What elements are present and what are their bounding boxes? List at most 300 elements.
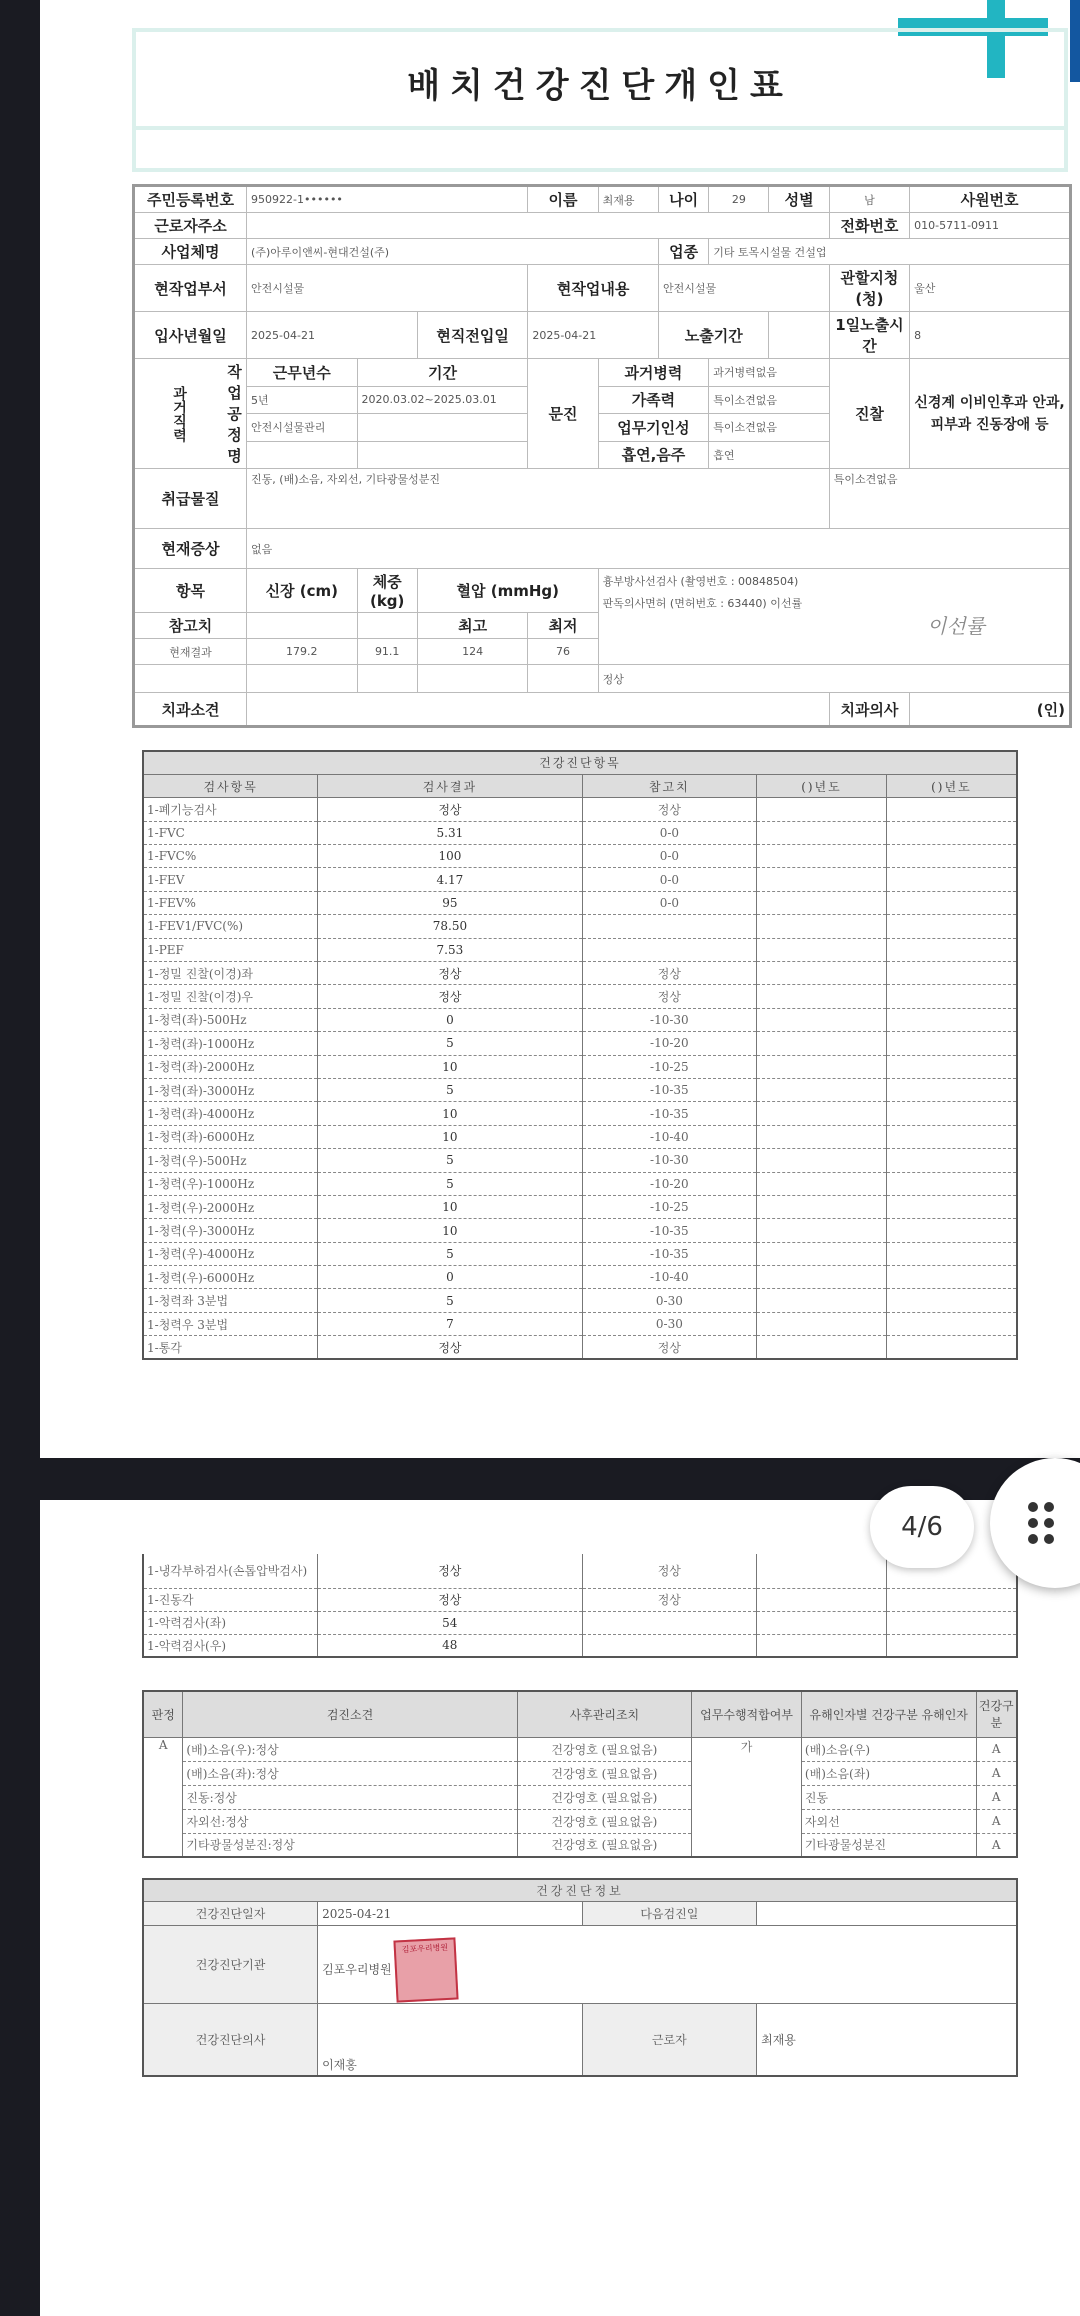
ref-height bbox=[247, 613, 358, 639]
year-col-1 bbox=[757, 1172, 887, 1195]
year-col-1 bbox=[757, 1312, 887, 1335]
factor-label: 업무기인성 bbox=[598, 414, 709, 442]
table-row bbox=[143, 1336, 1017, 1359]
industry-label: 업종 bbox=[658, 239, 708, 265]
rrn-value: 950922-1•••••• bbox=[247, 186, 528, 213]
career-block bbox=[134, 359, 247, 469]
test-result: 48 bbox=[318, 1634, 582, 1657]
col-header: 검사항목 bbox=[143, 774, 318, 797]
test-reference: 0-0 bbox=[582, 821, 757, 844]
test-result: 정상 bbox=[318, 798, 582, 821]
transfer-label: 현직전입일 bbox=[417, 312, 528, 359]
test-reference: -10-30 bbox=[582, 1149, 757, 1172]
test-reference: -10-40 bbox=[582, 1266, 757, 1289]
hist-label: 과거병력 bbox=[598, 359, 709, 387]
year-col-2 bbox=[886, 938, 1017, 961]
followup: 건강영호 (필요없음) bbox=[517, 1809, 692, 1833]
dentist-seal: (인) bbox=[910, 693, 1071, 727]
sex-label: 성별 bbox=[769, 186, 829, 213]
hire-value: 2025-04-21 bbox=[247, 312, 418, 359]
table-row bbox=[143, 1588, 1017, 1611]
year-col-2 bbox=[886, 985, 1017, 1008]
doctor-name: 이재홍 bbox=[318, 2004, 582, 2076]
exposure-value bbox=[769, 312, 829, 359]
industry-value: 기타 토목시설물 건설업 bbox=[709, 239, 1071, 265]
hospital-stamp: 김포우리병원 bbox=[394, 1937, 459, 2002]
document-page-lower bbox=[40, 1500, 1080, 2316]
age-label: 나이 bbox=[658, 186, 708, 213]
test-result: 정상 bbox=[318, 985, 582, 1008]
test-reference: 0-0 bbox=[582, 868, 757, 891]
work-value: 안전시설물 bbox=[658, 265, 829, 312]
test-reference: -10-25 bbox=[582, 1055, 757, 1078]
ref-label: 참고치 bbox=[134, 613, 247, 639]
year-col-2 bbox=[886, 1008, 1017, 1031]
table-row bbox=[143, 1055, 1017, 1078]
symptom-label: 현재증상 bbox=[134, 529, 247, 569]
grid-icon bbox=[990, 1458, 1080, 1588]
document-page-upper bbox=[40, 0, 1080, 1458]
test-name: 1-FEV bbox=[143, 868, 318, 891]
hazard-factor: 자외선 bbox=[801, 1809, 976, 1833]
test-name: 1-냉각부하검사(손톱압박검사) bbox=[143, 1554, 318, 1588]
spacer-e bbox=[528, 665, 598, 693]
finding: (배)소음(좌):정상 bbox=[183, 1761, 517, 1785]
career-years: 5년 bbox=[247, 386, 358, 414]
test-result: 10 bbox=[318, 1219, 582, 1242]
health-class: A bbox=[976, 1761, 1017, 1785]
test-result: 10 bbox=[318, 1195, 582, 1218]
judge-header: 건강구분 bbox=[976, 1691, 1017, 1737]
company-label: 사업체명 bbox=[134, 239, 247, 265]
year-col-2 bbox=[886, 1242, 1017, 1265]
year-col-2 bbox=[886, 1195, 1017, 1218]
personal-info-table bbox=[132, 184, 1072, 728]
exam-date-label: 건강진단일자 bbox=[143, 1902, 318, 1926]
year-col-1 bbox=[757, 1588, 887, 1611]
test-result: 7 bbox=[318, 1312, 582, 1335]
info-caption: 건강진단정보 bbox=[143, 1879, 1017, 1902]
test-reference bbox=[582, 938, 757, 961]
spacer-b bbox=[247, 665, 358, 693]
hire-label: 입사년월일 bbox=[134, 312, 247, 359]
name-value: 최재용 bbox=[598, 186, 658, 213]
phone-label: 전화번호 bbox=[829, 213, 909, 239]
year-col-2 bbox=[886, 1125, 1017, 1148]
spacer-d bbox=[417, 665, 528, 693]
test-result: 정상 bbox=[318, 1554, 582, 1588]
hazard-factor: 기타광물성분진 bbox=[801, 1833, 976, 1857]
dept-value: 안전시설물 bbox=[247, 265, 528, 312]
interview-label: 문진 bbox=[528, 359, 598, 469]
year-col-1 bbox=[757, 1242, 887, 1265]
test-name: 1-청력(좌)-500Hz bbox=[143, 1008, 318, 1031]
year-col-2 bbox=[886, 845, 1017, 868]
test-reference: 정상 bbox=[582, 1554, 757, 1588]
dentist-label: 치과의사 bbox=[829, 693, 909, 727]
test-name: 1-FVC bbox=[143, 821, 318, 844]
ref-weight bbox=[357, 613, 417, 639]
material-value: 진동, (배)소음, 자외선, 기타광물성분진 bbox=[247, 469, 830, 529]
test-reference: 정상 bbox=[582, 798, 757, 821]
year-col-1 bbox=[757, 845, 887, 868]
symptom-value: 없음 bbox=[247, 529, 1071, 569]
judge-row bbox=[143, 1785, 1017, 1809]
test-reference: 0-0 bbox=[582, 845, 757, 868]
weight-label: 체중 (kg) bbox=[357, 569, 417, 613]
career-empty bbox=[357, 414, 528, 442]
year-col-2 bbox=[886, 891, 1017, 914]
table-row bbox=[143, 938, 1017, 961]
year-col-1 bbox=[757, 891, 887, 914]
test-result: 5 bbox=[318, 1149, 582, 1172]
year-col-1 bbox=[757, 1055, 887, 1078]
table-row bbox=[143, 1008, 1017, 1031]
health-class: A bbox=[976, 1785, 1017, 1809]
test-result: 54 bbox=[318, 1611, 582, 1634]
results-table-continued bbox=[142, 1554, 1018, 1658]
test-reference: 정상 bbox=[582, 985, 757, 1008]
judge-row bbox=[143, 1809, 1017, 1833]
bp-low-value: 76 bbox=[528, 639, 598, 665]
logo-block bbox=[1070, 0, 1080, 82]
judge-row bbox=[143, 1833, 1017, 1857]
doctor-label: 건강진단의사 bbox=[143, 2004, 318, 2076]
test-reference: 0-30 bbox=[582, 1289, 757, 1312]
phone-value: 010-5711-0911 bbox=[910, 213, 1071, 239]
year-col-2 bbox=[886, 915, 1017, 938]
table-row bbox=[143, 1242, 1017, 1265]
next-date-label: 다음검진일 bbox=[582, 1902, 757, 1926]
emp-no-label: 사원번호 bbox=[910, 186, 1071, 213]
career-empty-2 bbox=[247, 441, 358, 469]
followup: 건강영호 (필요없음) bbox=[517, 1833, 692, 1857]
table-row bbox=[143, 1312, 1017, 1335]
result-label: 현재결과 bbox=[134, 639, 247, 665]
year-col-2 bbox=[886, 1312, 1017, 1335]
fitness: 가 bbox=[692, 1737, 802, 1857]
year-col-1 bbox=[757, 1634, 887, 1657]
xray-block bbox=[598, 569, 1070, 665]
test-result: 5 bbox=[318, 1172, 582, 1195]
smoke-value: 흡연 bbox=[709, 441, 830, 469]
dept-label: 현작업부서 bbox=[134, 265, 247, 312]
doctor-info: 판독의사면허 (면허번호 : 63440) 이선률 bbox=[602, 597, 803, 610]
test-result: 4.17 bbox=[318, 868, 582, 891]
table-row bbox=[143, 1195, 1017, 1218]
year-col-2 bbox=[886, 1336, 1017, 1359]
test-result: 5 bbox=[318, 1078, 582, 1101]
years-label: 근무년수 bbox=[247, 359, 358, 387]
test-reference: -10-25 bbox=[582, 1195, 757, 1218]
table-row bbox=[143, 985, 1017, 1008]
test-name: 1-통각 bbox=[143, 1336, 318, 1359]
year-col-2 bbox=[886, 1102, 1017, 1125]
test-reference bbox=[582, 1611, 757, 1634]
bp-high-label: 최고 bbox=[417, 613, 528, 639]
company-value: (주)아루이앤씨-현대건설(주) bbox=[247, 239, 659, 265]
test-result: 10 bbox=[318, 1125, 582, 1148]
hazard-factor: (배)소음(좌) bbox=[801, 1761, 976, 1785]
period-label: 기간 bbox=[357, 359, 528, 387]
test-result: 10 bbox=[318, 1055, 582, 1078]
test-name: 1-청력(우)-500Hz bbox=[143, 1149, 318, 1172]
test-result: 정상 bbox=[318, 962, 582, 985]
office-label: 관할지청(청) bbox=[829, 265, 909, 312]
followup: 건강영호 (필요없음) bbox=[517, 1737, 692, 1761]
year-col-1 bbox=[757, 985, 887, 1008]
test-reference bbox=[582, 915, 757, 938]
test-reference: 0-30 bbox=[582, 1312, 757, 1335]
col-header: ()년도 bbox=[886, 774, 1017, 797]
finding: 진동:정상 bbox=[183, 1785, 517, 1809]
address-label: 근로자주소 bbox=[134, 213, 247, 239]
health-class: A bbox=[976, 1833, 1017, 1857]
year-col-1 bbox=[757, 938, 887, 961]
age-value: 29 bbox=[709, 186, 769, 213]
worker-name: 최재용 bbox=[757, 2004, 1017, 2076]
worker-label: 근로자 bbox=[582, 2004, 757, 2076]
test-name: 1-청력(좌)-4000Hz bbox=[143, 1102, 318, 1125]
table-row bbox=[143, 845, 1017, 868]
hazard-factor: 진동 bbox=[801, 1785, 976, 1809]
item-label: 항목 bbox=[134, 569, 247, 613]
col-header: 검사결과 bbox=[318, 774, 582, 797]
material-label: 취급물질 bbox=[134, 469, 247, 529]
year-col-2 bbox=[886, 1634, 1017, 1657]
table-row bbox=[143, 1149, 1017, 1172]
year-col-1 bbox=[757, 1611, 887, 1634]
table-row bbox=[143, 1219, 1017, 1242]
next-date bbox=[757, 1902, 1017, 1926]
year-col-2 bbox=[886, 1588, 1017, 1611]
grade: A bbox=[143, 1737, 183, 1857]
table-row bbox=[143, 1102, 1017, 1125]
test-result: 100 bbox=[318, 845, 582, 868]
test-name: 1-청력(좌)-3000Hz bbox=[143, 1078, 318, 1101]
height-value: 179.2 bbox=[247, 639, 358, 665]
test-name: 1-FEV% bbox=[143, 891, 318, 914]
year-col-2 bbox=[886, 1289, 1017, 1312]
test-result: 5 bbox=[318, 1032, 582, 1055]
table-row bbox=[143, 1289, 1017, 1312]
test-reference: 0-0 bbox=[582, 891, 757, 914]
test-name: 1-진동각 bbox=[143, 1588, 318, 1611]
test-name: 1-청력좌 3분법 bbox=[143, 1289, 318, 1312]
office-value: 울산 bbox=[910, 265, 1071, 312]
test-name: 1-FEV1/FVC(%) bbox=[143, 915, 318, 938]
table-row bbox=[143, 1032, 1017, 1055]
year-col-2 bbox=[886, 1149, 1017, 1172]
year-col-1 bbox=[757, 1289, 887, 1312]
spacer-a bbox=[134, 665, 247, 693]
grid-menu-button[interactable] bbox=[990, 1458, 1080, 1588]
table-row bbox=[143, 915, 1017, 938]
test-reference: -10-20 bbox=[582, 1032, 757, 1055]
family-label: 가족력 bbox=[598, 386, 709, 414]
test-reference: 정상 bbox=[582, 962, 757, 985]
judgement-table bbox=[142, 1690, 1018, 1858]
test-name: 1-청력(좌)-2000Hz bbox=[143, 1055, 318, 1078]
col-header: 참고치 bbox=[582, 774, 757, 797]
test-result: 10 bbox=[318, 1102, 582, 1125]
test-reference: -10-20 bbox=[582, 1172, 757, 1195]
test-name: 1-청력(우)-2000Hz bbox=[143, 1195, 318, 1218]
org-name: 김포우리병원 bbox=[322, 1962, 392, 1977]
health-class: A bbox=[976, 1737, 1017, 1761]
title-divider bbox=[136, 126, 1064, 130]
judge-row bbox=[143, 1761, 1017, 1785]
test-name: 1-청력(우)-6000Hz bbox=[143, 1266, 318, 1289]
exam-date: 2025-04-21 bbox=[318, 1902, 582, 1926]
table-row bbox=[143, 1172, 1017, 1195]
table-row bbox=[143, 821, 1017, 844]
test-reference: -10-35 bbox=[582, 1242, 757, 1265]
table-row bbox=[143, 1078, 1017, 1101]
test-name: 1-청력(좌)-1000Hz bbox=[143, 1032, 318, 1055]
table-row bbox=[143, 798, 1017, 821]
bp-label: 혈압 (mmHg) bbox=[417, 569, 598, 613]
year-col-1 bbox=[757, 821, 887, 844]
finding: 자외선:정상 bbox=[183, 1809, 517, 1833]
test-name: 1-악력검사(우) bbox=[143, 1634, 318, 1657]
hist-value: 과거병력없음 bbox=[709, 359, 830, 387]
year-col-2 bbox=[886, 821, 1017, 844]
finding: (배)소음(우):정상 bbox=[183, 1737, 517, 1761]
col-header: ()년도 bbox=[757, 774, 887, 797]
height-label: 신장 (cm) bbox=[247, 569, 358, 613]
test-name: 1-청력(우)-3000Hz bbox=[143, 1219, 318, 1242]
dental-value bbox=[247, 693, 830, 727]
exam-info-table bbox=[142, 1878, 1018, 2077]
bp-low-label: 최저 bbox=[528, 613, 598, 639]
year-col-2 bbox=[886, 798, 1017, 821]
title-box bbox=[132, 28, 1068, 172]
family-value: 특이소견없음 bbox=[709, 386, 830, 414]
exam-desc: 신경계 이비인후과 안과, 피부과 진동장애 등 bbox=[910, 359, 1071, 469]
daily-label: 1일노출시간 bbox=[829, 312, 909, 359]
year-col-1 bbox=[757, 1195, 887, 1218]
year-col-2 bbox=[886, 1055, 1017, 1078]
test-reference bbox=[582, 1634, 757, 1657]
table-row bbox=[143, 962, 1017, 985]
year-col-2 bbox=[886, 1032, 1017, 1055]
table-row bbox=[143, 1266, 1017, 1289]
career-process: 안전시설물관리 bbox=[247, 414, 358, 442]
xray-info: 흉부방사선검사 (촬영번호 : 00848504) bbox=[602, 575, 799, 588]
exam-label: 진찰 bbox=[829, 359, 909, 469]
table-row bbox=[143, 1634, 1017, 1657]
year-col-1 bbox=[757, 1554, 887, 1588]
results-table bbox=[142, 750, 1018, 1360]
rrn-label: 주민등록번호 bbox=[134, 186, 247, 213]
test-result: 0 bbox=[318, 1266, 582, 1289]
career-empty-3 bbox=[357, 441, 528, 469]
followup: 건강영호 (필요없음) bbox=[517, 1785, 692, 1809]
org-cell bbox=[318, 1926, 1017, 2004]
name-label: 이름 bbox=[528, 186, 598, 213]
judge-header: 판정 bbox=[143, 1691, 183, 1737]
year-col-1 bbox=[757, 1125, 887, 1148]
year-col-2 bbox=[886, 868, 1017, 891]
year-col-2 bbox=[886, 1266, 1017, 1289]
test-reference: -10-35 bbox=[582, 1102, 757, 1125]
test-name: 1-FVC% bbox=[143, 845, 318, 868]
process-label: 작업공정명 bbox=[227, 363, 242, 465]
year-col-2 bbox=[886, 1078, 1017, 1101]
test-name: 1-청력(좌)-6000Hz bbox=[143, 1125, 318, 1148]
table-row bbox=[143, 1125, 1017, 1148]
results-caption: 건강진단항목 bbox=[143, 751, 1017, 774]
judge-header: 업무수행적합여부 bbox=[692, 1691, 802, 1737]
document-title: 배치건강진단개인표 bbox=[407, 66, 793, 106]
year-col-1 bbox=[757, 1078, 887, 1101]
year-col-1 bbox=[757, 962, 887, 985]
test-result: 78.50 bbox=[318, 915, 582, 938]
transfer-value: 2025-04-21 bbox=[528, 312, 659, 359]
test-result: 5.31 bbox=[318, 821, 582, 844]
test-result: 0 bbox=[318, 1008, 582, 1031]
bp-high-value: 124 bbox=[417, 639, 528, 665]
work-label: 현작업내용 bbox=[528, 265, 659, 312]
judge-row bbox=[143, 1737, 1017, 1761]
org-label: 건강진단기관 bbox=[143, 1926, 318, 2004]
xray-result: 정상 bbox=[598, 665, 1070, 693]
page-indicator: 4/6 bbox=[870, 1486, 974, 1568]
daily-value: 8 bbox=[910, 312, 1071, 359]
test-name: 1-청력(우)-1000Hz bbox=[143, 1172, 318, 1195]
test-result: 7.53 bbox=[318, 938, 582, 961]
year-col-2 bbox=[886, 1172, 1017, 1195]
year-col-1 bbox=[757, 915, 887, 938]
doctor-signature: 이선률 bbox=[927, 614, 985, 638]
test-reference: 정상 bbox=[582, 1336, 757, 1359]
table-row bbox=[143, 1611, 1017, 1634]
finding: 기타광물성분진:정상 bbox=[183, 1833, 517, 1857]
test-result: 95 bbox=[318, 891, 582, 914]
hazard-factor: (배)소음(우) bbox=[801, 1737, 976, 1761]
year-col-2 bbox=[886, 1219, 1017, 1242]
year-col-1 bbox=[757, 868, 887, 891]
year-col-1 bbox=[757, 1219, 887, 1242]
test-reference: -10-35 bbox=[582, 1078, 757, 1101]
test-reference: -10-30 bbox=[582, 1008, 757, 1031]
judge-header: 검진소견 bbox=[183, 1691, 517, 1737]
test-name: 1-악력검사(좌) bbox=[143, 1611, 318, 1634]
test-name: 1-폐기능검사 bbox=[143, 798, 318, 821]
table-row bbox=[143, 868, 1017, 891]
judge-header: 사후관리조치 bbox=[517, 1691, 692, 1737]
test-name: 1-PEF bbox=[143, 938, 318, 961]
career-period: 2020.03.02~2025.03.01 bbox=[357, 386, 528, 414]
factor-value: 특이소견없음 bbox=[709, 414, 830, 442]
test-name: 1-청력우 3분법 bbox=[143, 1312, 318, 1335]
followup: 건강영호 (필요없음) bbox=[517, 1761, 692, 1785]
year-col-2 bbox=[886, 1611, 1017, 1634]
test-name: 1-정밀 진찰(이경)우 bbox=[143, 985, 318, 1008]
table-row bbox=[143, 891, 1017, 914]
viewer-left-edge bbox=[0, 0, 40, 2316]
test-result: 정상 bbox=[318, 1336, 582, 1359]
dental-label: 치과소견 bbox=[134, 693, 247, 727]
test-result: 5 bbox=[318, 1289, 582, 1312]
exam-result: 특이소견없음 bbox=[829, 469, 1070, 529]
sex-value: 남 bbox=[829, 186, 909, 213]
test-reference: -10-35 bbox=[582, 1219, 757, 1242]
judge-header: 유해인자별 건강구분 유해인자 bbox=[801, 1691, 976, 1737]
test-reference: 정상 bbox=[582, 1588, 757, 1611]
career-label: 과거직력 bbox=[171, 385, 187, 442]
